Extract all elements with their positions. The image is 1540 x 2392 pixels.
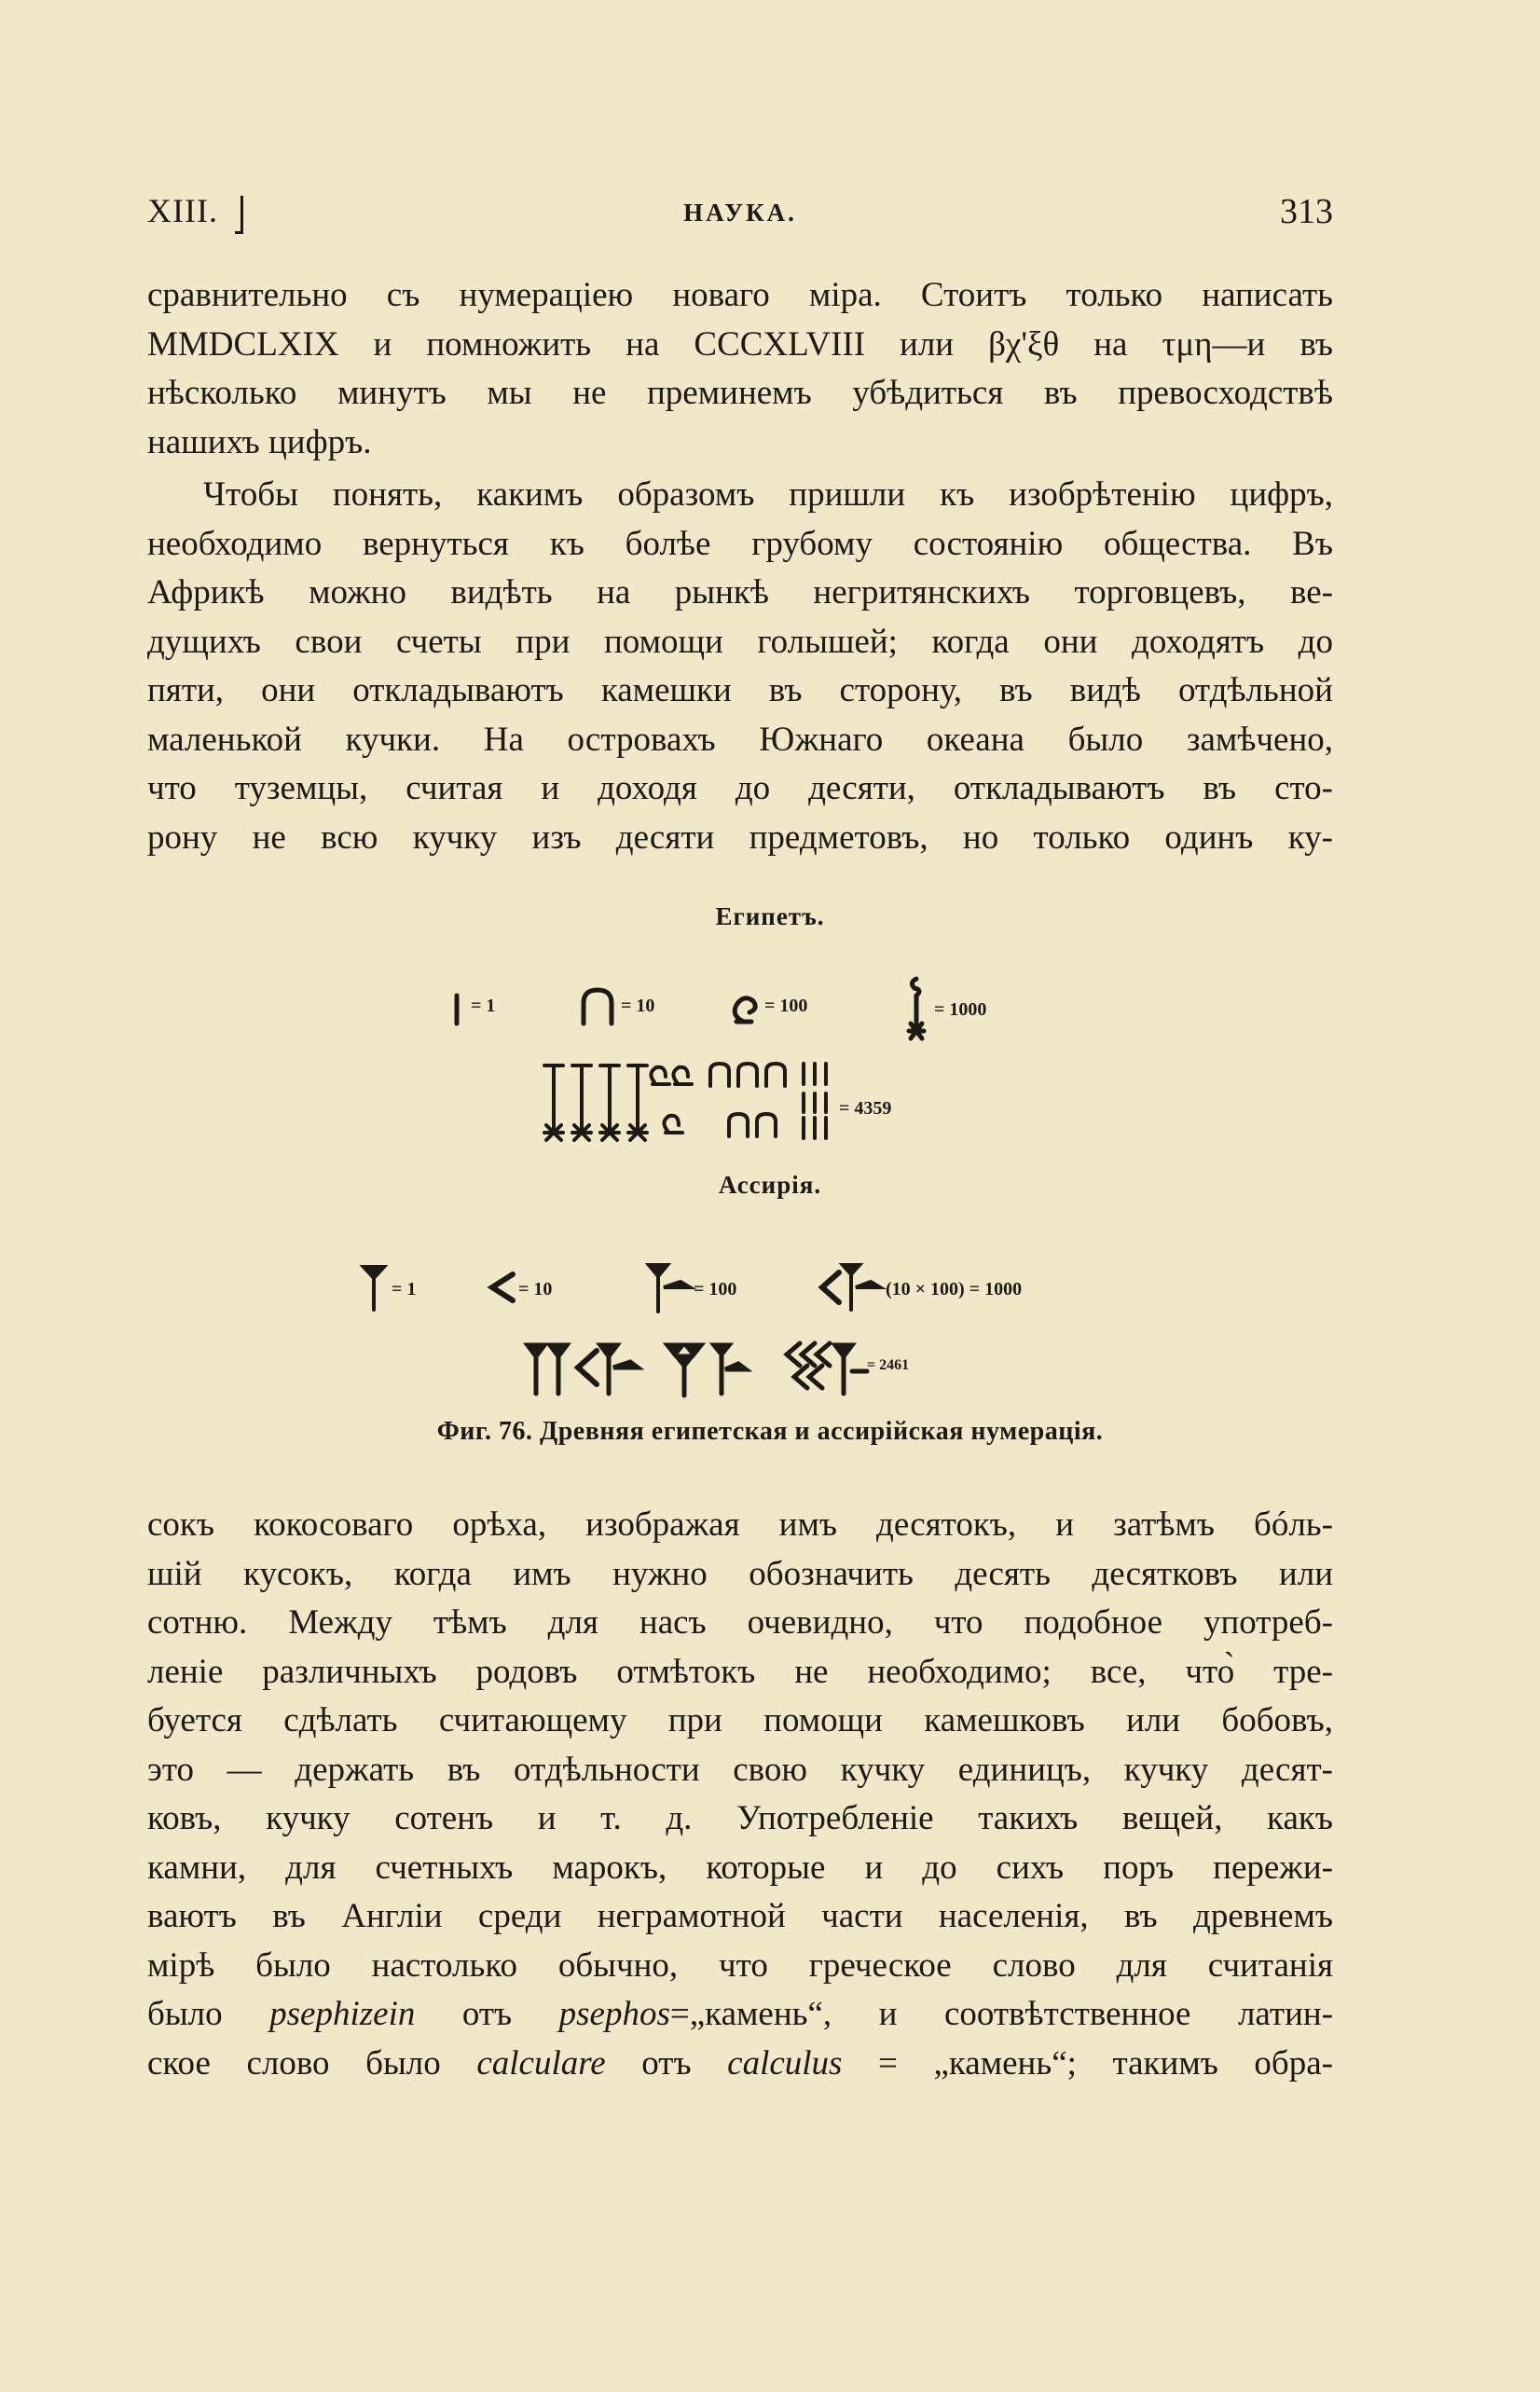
egypt-eq-1: = 1 xyxy=(471,996,496,1016)
assyria-ten-glyph xyxy=(492,1274,513,1300)
assyria-thousand-glyph xyxy=(822,1265,880,1310)
egypt-eq-100: = 100 xyxy=(764,996,808,1016)
text-line: камни, для счетныхъ марокъ, которые и до сихъ поръ пережи- xyxy=(147,1848,1333,1887)
text-line: сокъ кокосоваго орѣха, изображая имъ десятокъ, и затѣмъ бóль- xyxy=(147,1505,1333,1544)
text-line: мірѣ было настолько обычно, что греческое слово для считанія xyxy=(147,1945,1333,1985)
chapter-bracket xyxy=(241,196,243,233)
egypt-example-svg xyxy=(0,1058,1540,1170)
text-line: леніе различныхъ родовъ отмѣтокъ не необходимо; все, что̀ тре- xyxy=(147,1652,1333,1691)
text-fragment: ское слово было xyxy=(147,2043,477,2083)
figure-caption: Фиг. 76. Древняя египетская и ассирійская нумерація. xyxy=(436,1417,1104,1446)
text-line: это — держать въ отдѣльности свою кучку единицъ, кучку десят- xyxy=(147,1750,1333,1789)
greek-term: psephizein xyxy=(269,1995,416,2033)
egypt-example-value: = 4359 xyxy=(839,1098,892,1119)
text-line: рону не всю кучку изъ десяти предметовъ, но только одинъ ку- xyxy=(147,818,1333,857)
text-line: MMDCLXIX и помножить на CCCXLVIII или βχ'ξθ на τμη—и въ xyxy=(147,324,1333,364)
text-line: ковъ, кучку сотенъ и т. д. Употребленіе такихъ вещей, какъ xyxy=(147,1799,1333,1837)
lotus-group xyxy=(544,1065,647,1140)
chapter-number: XIII. xyxy=(147,192,218,229)
paragraph-3 xyxy=(147,1501,1333,2088)
text-line: маленькой кучки. На островахъ Южнаго океана было замѣчено, xyxy=(147,720,1333,759)
egypt-hundred-glyph xyxy=(735,998,755,1022)
text-fragment: =„камень“, и соотвѣтственное латин- xyxy=(669,1995,1333,2033)
text-line xyxy=(147,2040,1333,2089)
paragraph-2 xyxy=(147,471,1333,862)
text-fragment: отъ xyxy=(605,2043,728,2083)
text-line: сравнительно съ нумераціею новаго міра. Стоитъ только написать xyxy=(147,276,1333,314)
text-fragment: отъ xyxy=(415,1995,559,2033)
assyria-one-glyph xyxy=(364,1267,384,1310)
text-fragment: = „камень“; такимъ обра- xyxy=(842,2043,1333,2083)
assyria-eq-1000: (10 × 100) = 1000 xyxy=(886,1279,1023,1299)
text-line: необходимо вернуться къ болѣе грубому состоянію общества. Въ xyxy=(147,524,1333,563)
assyria-eq-100: = 100 xyxy=(694,1279,737,1299)
text-line: сотню. Между тѣмъ для насъ очевидно, что подобное употреб- xyxy=(147,1603,1333,1642)
latin-term: calculus xyxy=(727,2043,843,2083)
egypt-eq-1000: = 1000 xyxy=(934,999,987,1020)
assyria-eq-1: = 1 xyxy=(392,1279,417,1299)
egypt-eq-10: = 10 xyxy=(621,996,655,1016)
assyria-hundred-glyph xyxy=(649,1265,690,1312)
text-line: дущихъ свои счеты при помощи голышей; когда они доходятъ до xyxy=(147,622,1333,661)
text-line: нѣсколько минутъ мы не преминемъ убѣдиться въ превосходствѣ xyxy=(147,374,1333,412)
paragraph-1 xyxy=(147,271,1333,467)
assyria-example-svg xyxy=(0,1328,1540,1412)
text-line: буется сдѣлать считающему при помощи камешковъ или бобовъ, xyxy=(147,1701,1333,1739)
text-fragment: было xyxy=(147,1995,270,2033)
latin-term: calculare xyxy=(476,2043,606,2083)
text-line: нашихъ цифръ. xyxy=(147,422,372,461)
egypt-label: Египетъ. xyxy=(715,902,825,930)
chapter-bracket-foot xyxy=(235,231,243,234)
page-number: 313 xyxy=(1280,192,1333,231)
text-line: Африкѣ можно видѣть на рынкѣ негритянскихъ торговцевъ, ве- xyxy=(147,573,1333,612)
text-line xyxy=(147,1990,1333,2040)
text-line: Чтобы понять, какимъ образомъ пришли къ изобрѣтенію цифръ, xyxy=(203,475,1333,514)
egypt-thousand-glyph xyxy=(909,979,924,1038)
egypt-ten-glyph xyxy=(584,990,612,1024)
running-head xyxy=(147,191,1333,238)
assyria-eq-10: = 10 xyxy=(518,1279,553,1299)
assyria-example-value: = 2461 xyxy=(867,1357,910,1373)
assyria-label: Ассирія. xyxy=(718,1171,822,1199)
text-line: пяти, они откладываютъ камешки въ сторону, въ видѣ отдѣльной xyxy=(147,671,1333,709)
text-line: ваютъ въ Англіи среди неграмотной части населенія, въ древнемъ xyxy=(147,1897,1333,1935)
greek-term: psephos xyxy=(558,1995,670,2033)
text-line: что туземцы, считая и доходя до десяти, откладываютъ въ сто- xyxy=(147,769,1333,807)
text-line: шій кусокъ, когда имъ нужно обозначить десять десятковъ или xyxy=(147,1554,1333,1593)
page-title: НАУКА. xyxy=(683,199,797,227)
